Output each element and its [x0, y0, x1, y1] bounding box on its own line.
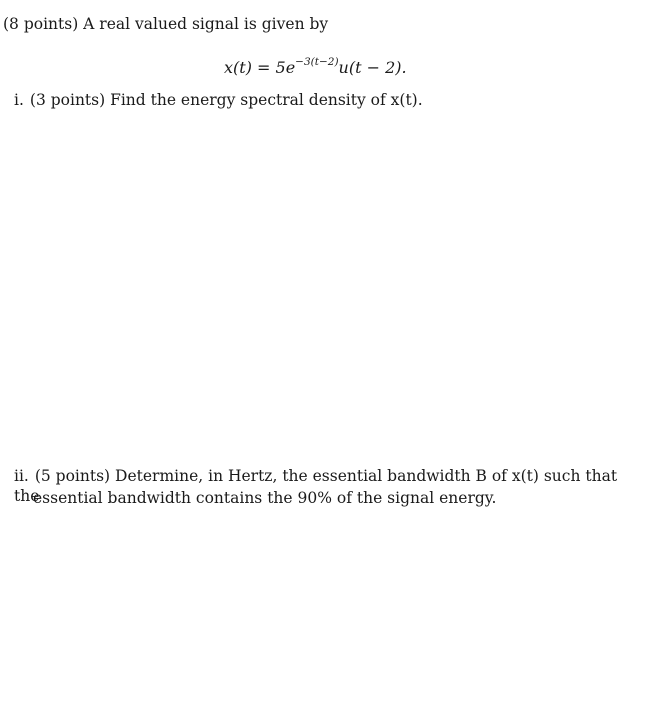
part-ii-text-line2: essential bandwidth contains the 90% of the signal energy.: [33, 489, 497, 507]
part-ii-text-line1: (5 points) Determine, in Hertz, the essential bandwidth B of x(t) such that the: [14, 467, 618, 505]
equation-lhs: x(t) = 5e: [224, 58, 296, 77]
signal-equation: [224, 52, 407, 78]
equation-exponent: −3(t−2): [295, 56, 339, 68]
part-i: [14, 90, 423, 110]
equation-rhs: u(t − 2).: [338, 58, 407, 77]
part-i-text: (3 points) Find the energy spectral density of x(t).: [29, 91, 423, 109]
part-i-number: i.: [14, 91, 24, 109]
problem-intro: (8 points) A real valued signal is given by: [3, 15, 329, 33]
part-ii-number: ii.: [14, 467, 29, 485]
